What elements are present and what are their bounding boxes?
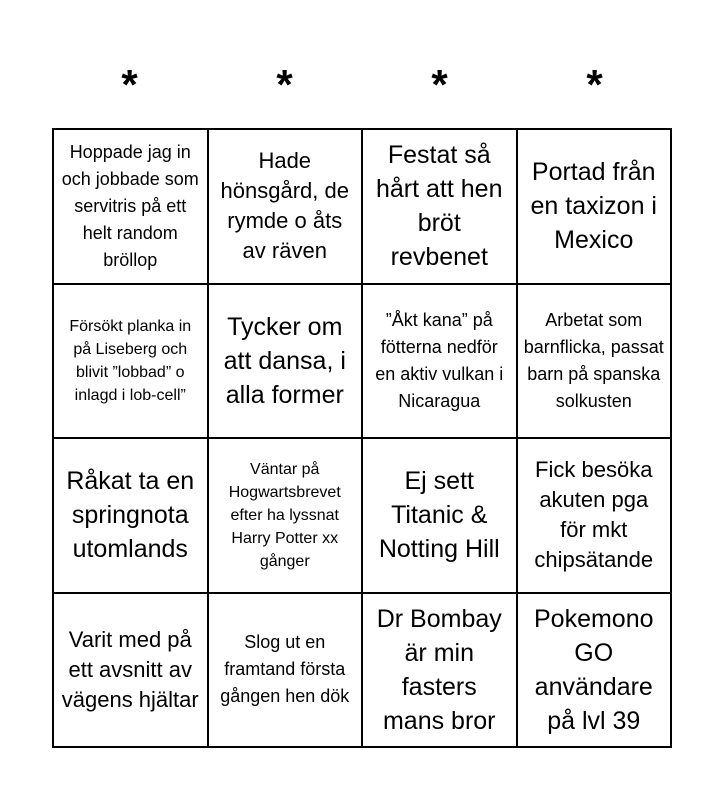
bingo-cell-text: Slog ut en framtand första gången hen dök bbox=[220, 632, 350, 707]
bingo-cell-11[interactable] bbox=[363, 439, 518, 594]
bingo-cell-text: Råkat ta en springnota utomlands bbox=[66, 467, 195, 564]
bingo-grid bbox=[52, 128, 672, 748]
bingo-cell-8[interactable] bbox=[518, 285, 673, 440]
bingo-cell-3[interactable] bbox=[363, 130, 518, 285]
bingo-cell-5[interactable] bbox=[54, 285, 209, 440]
bingo-cell-text: Ej sett Titanic & Notting Hill bbox=[378, 467, 500, 564]
bingo-cell-text: ”Åkt kana” på fötterna nedför en aktiv vulkan i Nicaragua bbox=[375, 309, 504, 411]
bingo-cell-text: Väntar på Hogwartsbrevet efter ha lyssnat Harry Potter xx gånger bbox=[228, 460, 341, 570]
bingo-cell-text: Arbetat som barnflicka, passat barn på spanska solkusten bbox=[523, 309, 664, 411]
bingo-cell-14[interactable] bbox=[209, 594, 364, 749]
bingo-cell-6[interactable] bbox=[209, 285, 364, 440]
bingo-cell-1[interactable] bbox=[54, 130, 209, 285]
bingo-cell-16[interactable] bbox=[518, 594, 673, 749]
bingo-cell-text: Tycker om att dansa, i alla former bbox=[223, 312, 346, 409]
bingo-cell-15[interactable] bbox=[363, 594, 518, 749]
bingo-cell-9[interactable] bbox=[54, 439, 209, 594]
header-star-4: * bbox=[586, 61, 603, 108]
bingo-cell-text: Hoppade jag in och jobbade som servitris på ett helt random bröllop bbox=[61, 141, 199, 270]
bingo-header bbox=[52, 55, 672, 115]
bingo-cell-text: Festat så hårt att hen bröt revbenet bbox=[376, 141, 503, 272]
bingo-cell-7[interactable] bbox=[363, 285, 518, 440]
bingo-cell-2[interactable] bbox=[209, 130, 364, 285]
bingo-cell-text: Försökt planka in på Liseberg och blivit ”lobbad” o inlagd i lob-cell” bbox=[69, 317, 192, 404]
bingo-cell-text: Pokemono GO användare på lvl 39 bbox=[533, 604, 654, 735]
bingo-cell-13[interactable] bbox=[54, 594, 209, 749]
header-star-1: * bbox=[121, 61, 138, 108]
bingo-cell-text: Portad från en taxizon i Mexico bbox=[530, 158, 657, 255]
bingo-cell-12[interactable] bbox=[518, 439, 673, 594]
bingo-cell-text: Fick besöka akuten pga för mkt chipsätande bbox=[534, 457, 654, 573]
header-star-3: * bbox=[431, 61, 448, 108]
bingo-cell-text: Dr Bombay är min fasters mans bror bbox=[376, 604, 502, 735]
header-star-2: * bbox=[276, 61, 293, 108]
bingo-cell-text: Varit med på ett avsnitt av vägens hjältar bbox=[61, 626, 199, 712]
bingo-cell-text: Hade hönsgård, de rymde o åts av räven bbox=[220, 148, 349, 264]
bingo-cell-10[interactable] bbox=[209, 439, 364, 594]
bingo-cell-4[interactable] bbox=[518, 130, 673, 285]
